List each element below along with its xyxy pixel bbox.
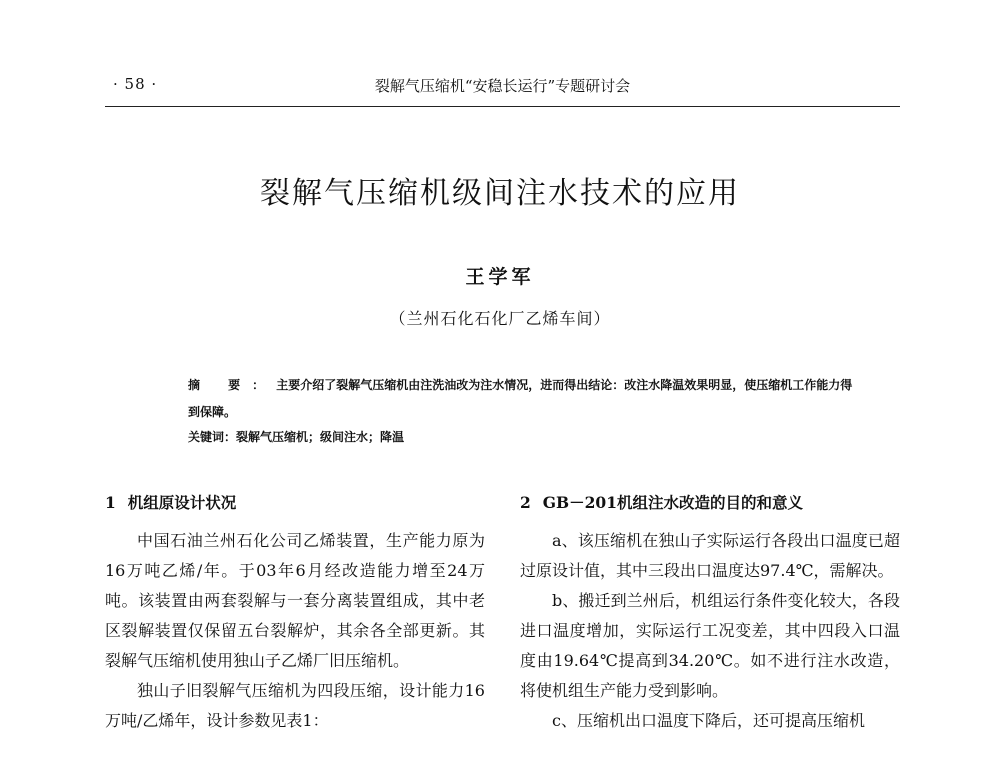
keywords-text: 裂解气压缩机；级间注水；降温 — [236, 430, 405, 444]
abstract-text: 主要介绍了裂解气压缩机由注洗油改为注水情况，进而得出结论：改注水降温效果明显，使压缩机工作能力得到保障。 — [188, 378, 853, 419]
right-column — [520, 492, 900, 736]
running-header — [105, 72, 900, 107]
paragraph: b、搬迁到兰州后，机组运行条件变化较大，各段进口温度增加，实际运行工况变差，其中四段入口温度由19.64℃提高到34.20℃。如不进行注水改造，将使机组生产能力受到影响。 — [520, 591, 900, 700]
section-heading — [520, 492, 900, 514]
paragraph: 独山子旧裂解气压缩机为四段压缩，设计能力16万吨/乙烯年，设计参数见表1： — [105, 681, 485, 730]
section-title: GB－201机组注水改造的目的和意义 — [542, 493, 803, 512]
author-name: 王学军 — [465, 266, 535, 288]
paragraph: c、压缩机出口温度下降后，还可提高压缩机 — [552, 711, 865, 730]
section-title: 机组原设计状况 — [127, 493, 237, 512]
abstract — [152, 372, 862, 426]
keywords-label: 关键词： — [188, 430, 237, 444]
keywords — [188, 428, 404, 445]
abstract-label: 摘 要： — [188, 378, 277, 392]
paragraph: a、该压缩机在独山子实际运行各段出口温度已超过原设计值，其中三段出口温度达97.4℃，需解决。 — [520, 531, 900, 580]
section-number: 1 — [105, 493, 116, 512]
paragraph: 中国石油兰州石化公司乙烯装置，生产能力原为16万吨乙烯/年。于03年6月经改造能力增至24万吨。该装置由两套裂解与一套分离装置组成，其中老区裂解装置仅保留五台裂解炉，其余各全部更新。其裂解气压缩机使用独山子乙烯厂旧压缩机。 — [105, 531, 485, 670]
author-affiliation: （兰州石化石化厂乙烯车间） — [389, 309, 611, 328]
left-column — [105, 492, 485, 736]
section-number: 2 — [520, 493, 531, 512]
running-title: 裂解气压缩机“安稳长运行”专题研讨会 — [374, 77, 631, 95]
paper-title: 裂解气压缩机级间注水技术的应用 — [260, 176, 740, 211]
section-heading — [105, 492, 485, 514]
page-number: · 58 · — [113, 75, 158, 93]
